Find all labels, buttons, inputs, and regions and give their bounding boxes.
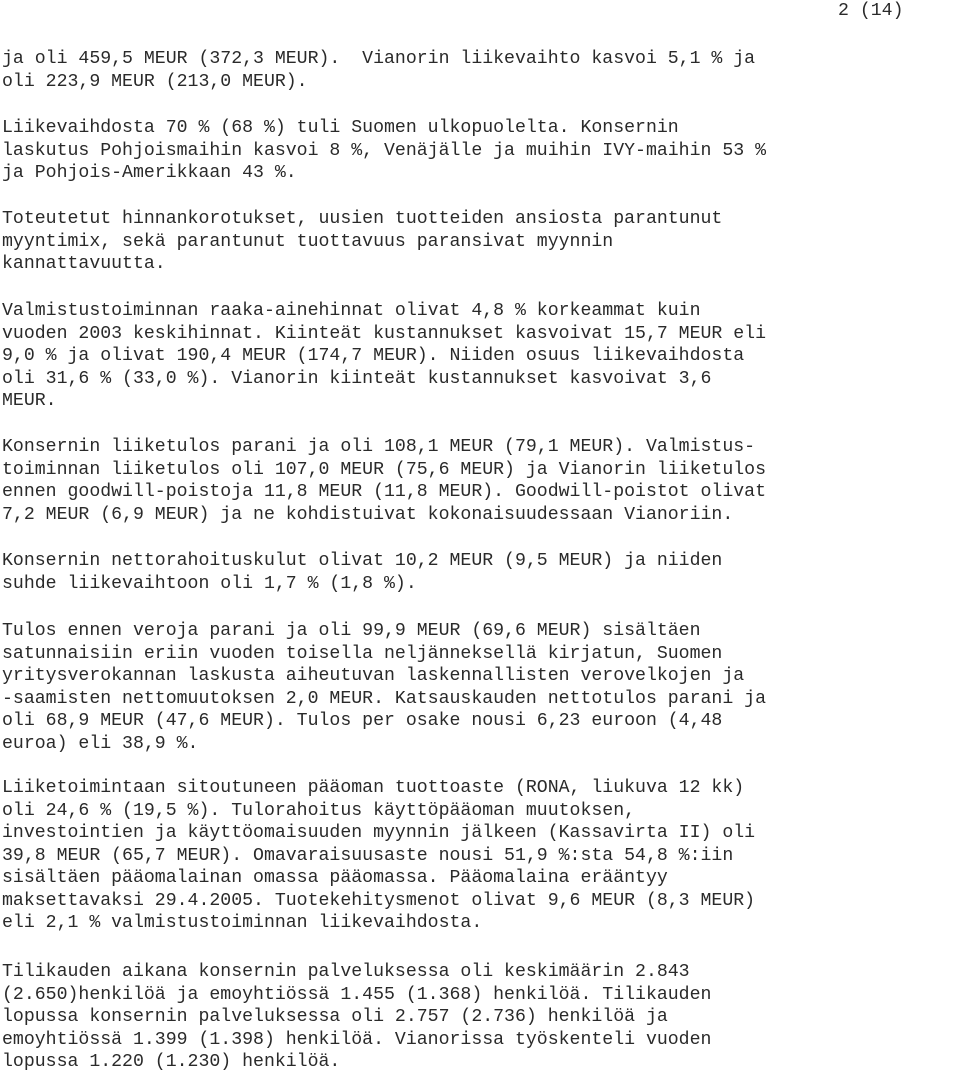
text-line: Liiketoimintaan sitoutuneen pääoman tuottoaste (RONA, liukuva 12 kk): [2, 778, 745, 798]
text-line: -saamisten nettomuutoksen 2,0 MEUR. Katsauskauden nettotulos parani ja: [2, 688, 766, 709]
text-line: Toteutetut hinnankorotukset, uusien tuotteiden ansiosta parantunut: [2, 209, 723, 229]
paragraph-profitability: [2, 208, 722, 276]
text-line: eli 2,1 % valmistustoiminnan liikevaihdosta.: [2, 913, 483, 933]
text-line: (2.650)henkilöä ja emoyhtiössä 1.455 (1.368) henkilöä. Tilikauden: [2, 984, 712, 1005]
text-line: Konsernin nettorahoituskulut olivat 10,2 MEUR (9,5 MEUR) ja niiden: [2, 551, 723, 571]
text-line: oli 31,6 % (33,0 %). Vianorin kiinteät kustannukset kasvoivat 3,6: [2, 368, 712, 389]
text-line: sisältäen pääomalainan omassa pääomassa. Pääomalaina erääntyy: [2, 868, 668, 888]
text-line: 39,8 MEUR (65,7 MEUR). Omavaraisuusaste nousi 51,9 %:sta 54,8 %:iin: [2, 845, 734, 866]
text-line: Liikevaihdosta 70 % (68 %) tuli Suomen ulkopuolelta. Konsernin: [2, 118, 679, 138]
text-line: oli 68,9 MEUR (47,6 MEUR). Tulos per osake nousi 6,23 euroon (4,48: [2, 711, 723, 731]
text-line: satunnaisiin eriin vuoden toisella neljänneksellä kirjatun, Suomen: [2, 643, 723, 664]
text-line: Tilikauden aikana konsernin palveluksessa oli keskimäärin 2.843: [2, 962, 690, 982]
text-line: ja oli 459,5 MEUR (372,3 MEUR). Vianorin liikevaihto kasvoi 5,1 % ja: [2, 49, 756, 69]
text-line: kannattavuutta.: [2, 254, 166, 274]
paragraph-revenue-continued: [2, 48, 755, 93]
text-line: myyntimix, sekä parantunut tuottavuus paransivat myynnin: [2, 231, 614, 252]
text-line: oli 223,9 MEUR (213,0 MEUR).: [2, 71, 308, 92]
text-line: suhde liikevaihtoon oli 1,7 % (1,8 %).: [2, 573, 417, 594]
text-line: lopussa konsernin palveluksessa oli 2.757 (2.736) henkilöä ja: [2, 1007, 668, 1027]
paragraph-rona-cashflow: [2, 777, 755, 935]
paragraph-result-before-taxes: [2, 620, 766, 755]
paragraph-personnel: [2, 961, 711, 1074]
text-line: lopussa 1.220 (1.230) henkilöä.: [2, 1052, 341, 1072]
text-line: emoyhtiössä 1.399 (1.398) henkilöä. Vianorissa työskenteli vuoden: [2, 1029, 712, 1050]
paragraph-fixed-costs: [2, 300, 766, 413]
text-line: Konsernin liiketulos parani ja oli 108,1 MEUR (79,1 MEUR). Valmistus-: [2, 437, 756, 457]
text-line: 7,2 MEUR (6,9 MEUR) ja ne kohdistuivat kokonaisuudessaan Vianoriin.: [2, 504, 734, 525]
text-line: ennen goodwill-poistoja 11,8 MEUR (11,8 MEUR). Goodwill-poistot olivat: [2, 482, 766, 502]
text-line: yritysverokannan laskusta aiheutuvan laskennallisten verovelkojen ja: [2, 666, 745, 686]
paragraph-operating-profit: [2, 436, 766, 526]
text-line: Valmistustoiminnan raaka-ainehinnat olivat 4,8 % korkeammat kuin: [2, 301, 701, 321]
text-line: 9,0 % ja olivat 190,4 MEUR (174,7 MEUR). Niiden osuus liikevaihdosta: [2, 346, 745, 366]
text-line: vuoden 2003 keskihinnat. Kiinteät kustannukset kasvoivat 15,7 MEUR eli: [2, 323, 766, 344]
text-line: laskutus Pohjoismaihin kasvoi 8 %, Venäjälle ja muihin IVY-maihin 53 %: [2, 140, 766, 161]
text-line: investointien ja käyttöomaisuuden myynnin jälkeen (Kassavirta II) oli: [2, 823, 756, 843]
text-line: maksettavaksi 29.4.2005. Tuotekehitysmenot olivat 9,6 MEUR (8,3 MEUR): [2, 890, 756, 911]
text-line: toiminnan liiketulos oli 107,0 MEUR (75,6 MEUR) ja Vianorin liiketulos: [2, 459, 766, 480]
text-line: Tulos ennen veroja parani ja oli 99,9 MEUR (69,6 MEUR) sisältäen: [2, 621, 701, 641]
text-line: oli 24,6 % (19,5 %). Tulorahoitus käyttöpääoman muutoksen,: [2, 800, 636, 821]
page-number: 2 (14): [838, 1, 904, 21]
paragraph-financing-costs: [2, 550, 722, 595]
text-line: euroa) eli 38,9 %.: [2, 733, 199, 754]
text-line: MEUR.: [2, 391, 57, 411]
paragraph-export-share: [2, 117, 766, 185]
text-line: ja Pohjois-Amerikkaan 43 %.: [2, 163, 297, 183]
